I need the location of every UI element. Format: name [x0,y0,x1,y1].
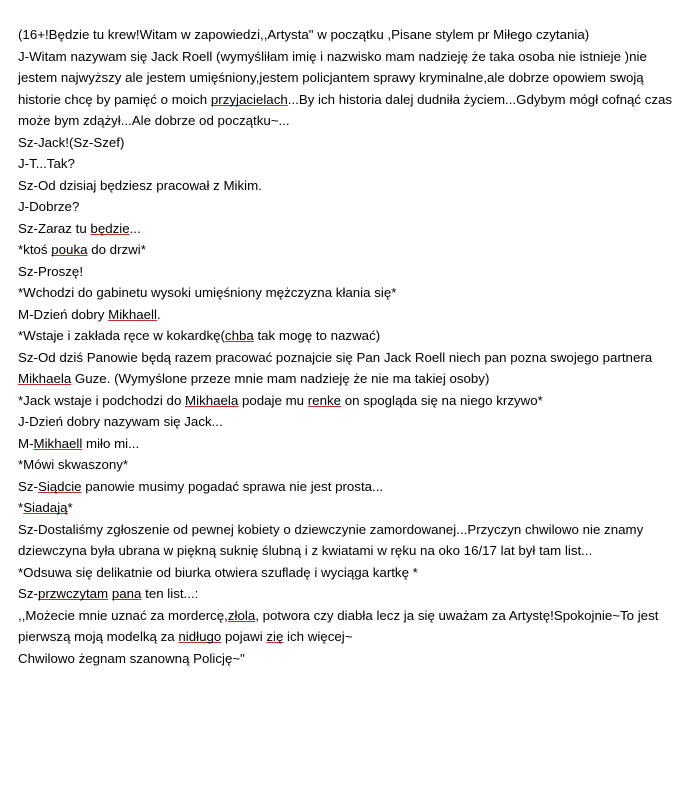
text-paragraph [18,196,678,218]
text-run: ,,Możecie mnie uznać za mordercę, [18,607,228,623]
spellcheck-word[interactable]: Siadają [23,500,68,515]
spellcheck-word[interactable]: Mikhaela [18,371,72,386]
text-run: Chwilowo żegnam szanowną Policję~" [18,650,245,666]
spellcheck-word[interactable]: będzie [90,220,130,236]
text-paragraph [18,605,678,648]
text-paragraph [18,433,678,455]
text-paragraph [18,648,678,670]
spellcheck-word[interactable]: Mikhaell [33,435,83,451]
text-run: *Mówi skwaszony* [18,457,129,472]
text-run: J-Dobrze? [18,199,80,214]
text-run: *Jack wstaje i podchodzi do [18,392,186,408]
text-run: miło mi... [82,435,140,451]
text-paragraph [18,519,678,562]
text-run: tak mogę to nazwać) [253,328,381,343]
text-run: Sz-Zaraz tu [18,220,91,236]
text-paragraph [18,325,678,347]
text-paragraph [18,454,678,476]
text-run: ten list...: [141,586,199,601]
text-run: *Wchodzi do gabinetu wysoki umięśniony mężczyzna kłania się* [18,285,397,300]
spellcheck-word[interactable]: pouka [51,242,88,257]
text-paragraph [18,562,678,584]
text-run: podaje mu [238,392,308,408]
spellcheck-word[interactable]: złola [227,607,256,623]
text-paragraph [18,282,678,304]
text-paragraph [18,46,678,132]
text-run: *Odsuwa się delikatnie od biurka otwiera szufladę i wyciąga kartkę * [18,564,418,580]
text-run: * [18,500,24,515]
spellcheck-word[interactable]: zię [266,629,284,644]
spellcheck-word[interactable]: renke [307,392,342,408]
text-run: *Wstaje i zakłada ręce w kokardkę( [18,328,225,343]
text-run: ich więcej~ [283,629,353,644]
text-paragraph [18,411,678,433]
text-paragraph [18,132,678,154]
text-run: Sz- [18,478,38,494]
spellcheck-word[interactable]: Mikhaela [185,392,239,408]
text-paragraph [18,261,678,283]
spellcheck-word[interactable]: pana [111,586,142,601]
spellcheck-word[interactable]: nidługo [178,629,222,644]
text-paragraph [18,24,678,46]
text-run: Sz- [18,586,38,601]
text-paragraph [18,347,678,390]
text-run: J-T...Tak? [18,156,75,171]
spellcheck-word[interactable]: chba [224,328,254,343]
text-paragraph [18,583,678,605]
text-paragraph [18,218,678,240]
text-paragraph [18,239,678,261]
text-run: M-Dzień dobry [18,306,109,322]
text-run: Sz-Od dziś Panowie będą razem pracować poznajcie się Pan Jack Roell niech pan pozna swojego partnera [18,349,653,365]
text-run: panowie musimy pogadać sprawa nie jest prosta... [81,478,384,494]
text-run: *ktoś [18,242,52,257]
text-paragraph [18,175,678,197]
text-paragraph [18,497,678,519]
text-run: Sz-Dostaliśmy zgłoszenie od pewnej kobiety o dziewczynie zamordowanej...Przyczyn chwilowo nie znamy dziewczyna była ubrana w piękną suknię ślubną i z kwiatami w ręku na oko 16/17 lat był tam list... [18,521,644,558]
text-run: * [67,500,73,515]
text-paragraph [18,304,678,326]
text-run: on spogląda się na niego krzywo* [341,392,543,408]
text-run: J-Dzień dobry nazywam się Jack... [18,414,223,429]
spellcheck-word[interactable]: Siądcie [37,478,82,494]
text-paragraph [18,390,678,412]
text-run: Sz-Od dzisiaj będziesz pracował z Mikim. [18,177,262,193]
text-run: (16+!Będzie tu krew!Witam w zapowiedzi,,Artysta" w początku ,Pisane stylem pr Miłego czytania) [18,27,590,42]
text-run: J-Witam nazywam się Jack Roell (wymyśliłam imię i nazwisko mam nadzieję że taka osoba nie istnieje )nie jestem najwyższy ale jestem umięśniony,jestem policjantem sprawy kryminalne,ale dobrze opowiem swoją historie chcę by pamięć o moich [18,48,647,107]
text-run: Sz-Proszę! [18,263,84,279]
text-run: pojawi [221,629,267,644]
text-run: ...By ich historia dalej dudniła życiem...Gdybym mógł cofnąć czas może bym zdążył...Ale dobrze od początku~... [18,91,673,128]
text-run: , potwora czy diabła lecz ja się uważam za Artystę!Spokojnie~To jest pierwszą moją modelką za [18,607,659,644]
text-paragraph [18,476,678,498]
text-paragraph [18,153,678,175]
spellcheck-word[interactable]: przyjacielach [210,91,288,107]
text-run: M- [18,435,34,451]
spellcheck-word[interactable]: przwczytam [37,586,109,601]
text-run: Guze. (Wymyślone przeze mnie mam nadzieję że nie ma takiej osoby) [71,371,490,386]
spellcheck-word[interactable]: Mikhaell [108,306,157,322]
text-run: Sz-Jack!(Sz-Szef) [18,134,125,150]
text-run: do drzwi* [87,242,146,257]
text-run: ... [129,220,141,236]
text-run: . [156,306,161,322]
